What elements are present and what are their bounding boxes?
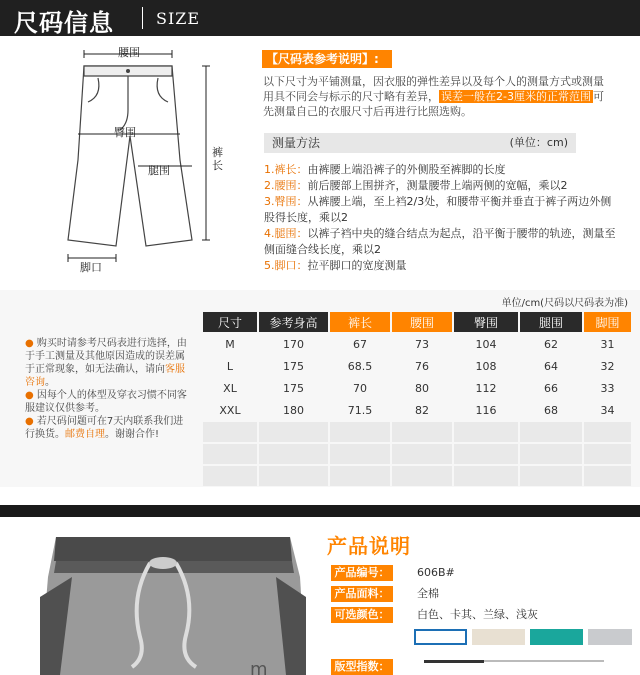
table-unit: 单位/cm(尺码以尺码表为准) — [501, 298, 628, 309]
table-row: M 170 67 73 104 62 31 — [203, 334, 631, 354]
shorts-photo-illustration — [0, 517, 320, 675]
pants-diagram-illustration — [44, 40, 256, 280]
bullet-icon: ● — [25, 338, 37, 349]
table-row-empty — [203, 466, 631, 486]
product-row: 可选颜色： 白色、卡其、兰绿、浅灰 — [331, 607, 631, 623]
method-item: 2.腰围：前后腰部上围拼齐，测量腰带上端两侧的宽幅，乘以2 — [264, 179, 568, 192]
col-waist: 腰围 — [392, 312, 452, 332]
size-table-header — [203, 312, 631, 332]
table-row: XL 175 70 80 112 66 33 — [203, 378, 631, 398]
method-unit: (单位：cm) — [509, 136, 568, 149]
diagram-label-hem: 脚口 — [80, 261, 102, 274]
color-swatch-teal[interactable] — [530, 629, 583, 645]
svg-text:m: m — [250, 659, 268, 675]
col-length: 裤长 — [330, 312, 390, 332]
page-header — [0, 0, 640, 36]
table-row: L 175 68.5 76 108 64 32 — [203, 356, 631, 376]
method-item: 1.裤长：由裤腰上端沿裤子的外侧股至裤脚的长度 — [264, 163, 506, 176]
col-height: 参考身高 — [259, 312, 328, 332]
diagram-label-waist: 腰围 — [118, 46, 140, 59]
method-item: 5.脚口：拉平脚口的宽度测量 — [264, 259, 407, 272]
reference-text — [263, 74, 613, 119]
color-swatch-gray[interactable] — [588, 629, 632, 645]
diagram-label-thigh: 腿围 — [148, 164, 170, 177]
product-row: 产品面料： 全棉 — [331, 586, 631, 602]
col-hip: 臀围 — [454, 312, 518, 332]
reference-highlight: 误差一般在2-3厘米的正常范围 — [441, 90, 591, 103]
fit-scale-marker-1 — [424, 660, 484, 675]
product-title: 产品说明 — [327, 534, 411, 558]
fit-scale-marker-2 — [484, 660, 544, 675]
product-photo — [0, 517, 320, 675]
note-item: ● 购买时请参考尺码表进行选择，由于手工测量及其他原因造成的误差属于正常现象，如无法确认，请向客服咨询。 — [25, 338, 187, 388]
table-row: XXL 180 71.5 82 116 68 34 — [203, 400, 631, 420]
color-swatch-khaki[interactable] — [472, 629, 525, 645]
bullet-icon: ● — [25, 416, 37, 427]
col-thigh: 腿围 — [520, 312, 582, 332]
header-title-zh: 尺码信息 — [14, 9, 114, 37]
customer-service-link[interactable]: 客服咨询 — [25, 364, 185, 388]
diagram-label-hip: 臀围 — [114, 126, 136, 139]
reference-text-after: 可先测量自己的衣服尺寸后再进行比照选购。 — [263, 90, 604, 118]
method-title-bar — [264, 133, 576, 153]
col-size: 尺寸 — [203, 312, 257, 332]
pants-diagram — [44, 40, 256, 280]
section-divider-band — [0, 505, 640, 517]
fit-scale-marker-3 — [544, 660, 604, 675]
product-row: 产品编号： 606B# — [331, 565, 631, 581]
note-item: ● 若尺码问题可在7天内联系我们进行换货。邮费自理。谢谢合作! — [25, 416, 184, 440]
size-notes — [25, 337, 190, 441]
diagram-label-length: 裤长 — [212, 146, 223, 172]
size-table — [201, 310, 633, 488]
method-list — [264, 162, 616, 274]
method-item: 3.臀围：从裤腰上端，至上裆2/3处，和腰带平衡并垂直于裤子两边外侧股得长度，乘以2 — [264, 195, 612, 224]
product-row: 版型指数： — [331, 659, 631, 675]
reference-title: 【尺码表参考说明】: — [262, 50, 392, 68]
reference-text-before: 以下尺寸为平铺测量，因衣服的弹性差异以及每个人的测量方式或测量用具不同会与标示的尺寸略有差异， — [263, 75, 604, 103]
col-hem: 脚围 — [584, 312, 631, 332]
table-row-empty — [203, 422, 631, 442]
table-row-empty — [203, 444, 631, 464]
method-title: 测量方法 — [272, 136, 321, 150]
color-swatch-white[interactable] — [414, 629, 467, 645]
header-divider — [142, 7, 143, 29]
note-item: ● 因每个人的体型及穿衣习惯不同客服建议仅供参考。 — [25, 390, 187, 414]
bullet-icon: ● — [25, 390, 37, 401]
header-title-en: SIZE — [156, 9, 201, 28]
method-item: 4.腿围：以裤子裆中央的缝合结点为起点，沿平衡于腰带的轨迹，测量至侧面缝合线长度，乘以2 — [264, 227, 616, 256]
